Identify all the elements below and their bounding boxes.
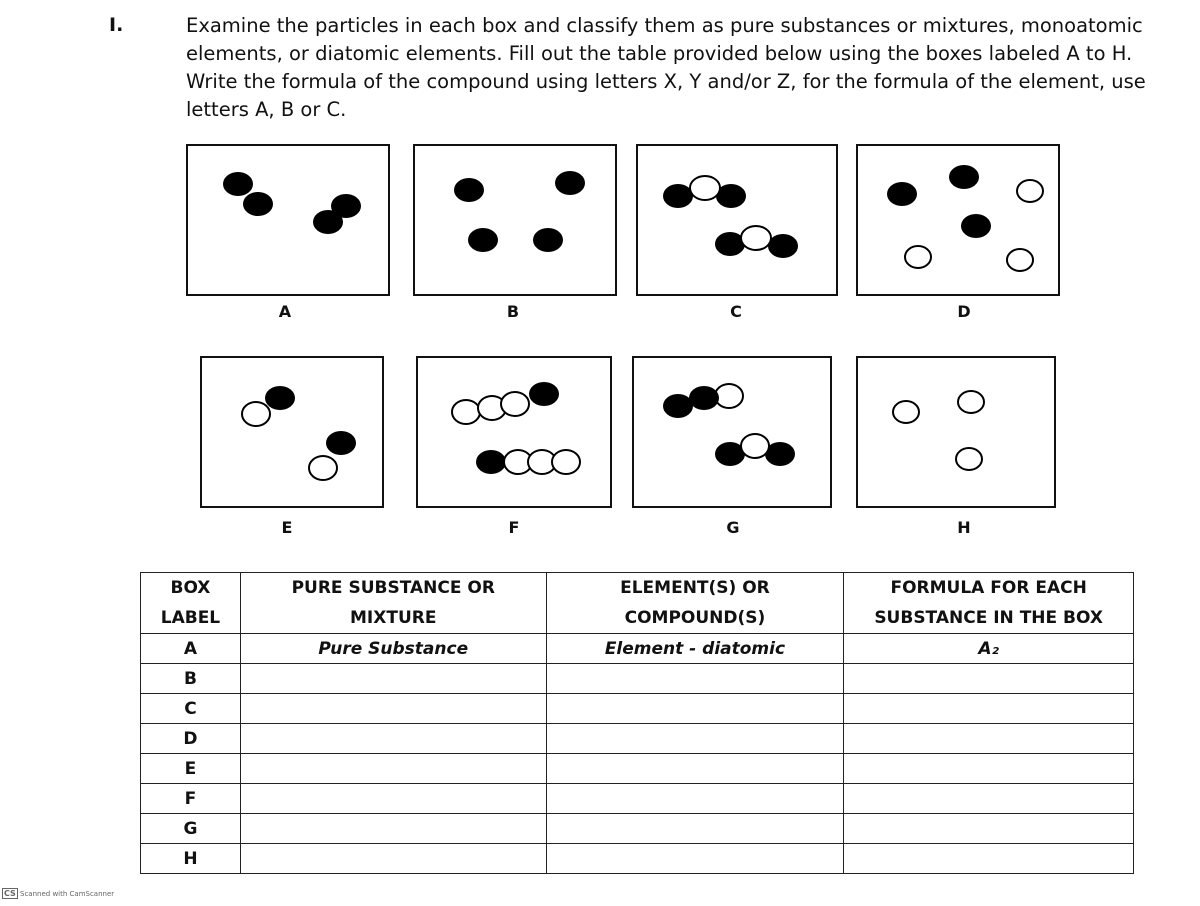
white-particle bbox=[690, 176, 720, 200]
header-formula-line1: FORMULA FOR EACH bbox=[890, 578, 1087, 598]
box-label-g: G bbox=[726, 518, 740, 537]
particle-box-g bbox=[632, 356, 832, 508]
row-element-compound[interactable]: Element - diatomic bbox=[546, 634, 844, 664]
white-particle bbox=[452, 400, 480, 424]
header-formula-line2: SUBSTANCE IN THE BOX bbox=[874, 608, 1103, 628]
row-element-compound[interactable] bbox=[546, 844, 844, 874]
row-substance-type[interactable] bbox=[240, 784, 546, 814]
black-particle bbox=[961, 214, 991, 238]
row-substance-type[interactable] bbox=[240, 844, 546, 874]
row-formula[interactable] bbox=[844, 724, 1134, 754]
row-substance-type[interactable] bbox=[240, 814, 546, 844]
question-number: I. bbox=[109, 14, 124, 36]
row-formula[interactable] bbox=[844, 694, 1134, 724]
white-particle bbox=[956, 448, 982, 470]
particle-box-e bbox=[200, 356, 384, 508]
header-box-label-line1: BOX bbox=[170, 578, 211, 598]
particle-box-f bbox=[416, 356, 612, 508]
row-label: F bbox=[141, 784, 241, 814]
table-row bbox=[141, 844, 1134, 874]
row-label: E bbox=[141, 754, 241, 784]
particle-diagram-d bbox=[858, 146, 1058, 294]
particle-box-c bbox=[636, 144, 838, 296]
white-particle bbox=[552, 450, 580, 474]
camscanner-logo-icon: CS bbox=[4, 889, 16, 898]
header-substance-type bbox=[240, 573, 546, 634]
header-box-label bbox=[141, 573, 241, 634]
black-particle bbox=[887, 182, 917, 206]
black-particle bbox=[533, 228, 563, 252]
table-row bbox=[141, 664, 1134, 694]
white-particle bbox=[958, 391, 984, 413]
row-formula[interactable] bbox=[844, 784, 1134, 814]
black-particle bbox=[529, 382, 559, 406]
particle-diagram-e bbox=[202, 358, 382, 506]
row-element-compound[interactable] bbox=[546, 664, 844, 694]
box-label-b: B bbox=[506, 302, 520, 321]
row-label: H bbox=[141, 844, 241, 874]
black-particle bbox=[663, 394, 693, 418]
row-element-compound[interactable] bbox=[546, 694, 844, 724]
row-formula[interactable] bbox=[844, 814, 1134, 844]
row-element-compound[interactable] bbox=[546, 784, 844, 814]
particle-diagram-c bbox=[638, 146, 836, 294]
particle-box-b bbox=[413, 144, 617, 296]
header-element-compound-line1: ELEMENT(S) OR bbox=[620, 578, 770, 598]
table-header-row bbox=[141, 573, 1134, 634]
row-label: A bbox=[141, 634, 241, 664]
black-particle bbox=[454, 178, 484, 202]
black-particle bbox=[223, 172, 253, 196]
box-label-e: E bbox=[281, 518, 293, 537]
black-particle bbox=[555, 171, 585, 195]
box-label-a: A bbox=[278, 302, 292, 321]
box-label-d: D bbox=[957, 302, 971, 321]
box-label-h: H bbox=[957, 518, 971, 537]
table-row bbox=[141, 814, 1134, 844]
header-box-label-line2: LABEL bbox=[160, 608, 221, 628]
white-particle bbox=[741, 226, 771, 250]
white-particle bbox=[242, 402, 270, 426]
table-row bbox=[141, 784, 1134, 814]
black-particle bbox=[476, 450, 506, 474]
table-row bbox=[141, 634, 1134, 664]
row-label: C bbox=[141, 694, 241, 724]
row-formula[interactable] bbox=[844, 664, 1134, 694]
row-substance-type[interactable] bbox=[240, 724, 546, 754]
white-particle bbox=[905, 246, 931, 268]
particle-box-h bbox=[856, 356, 1056, 508]
scanner-text: Scanned with CamScanner bbox=[20, 890, 115, 898]
particle-diagram-g bbox=[634, 358, 830, 506]
row-formula[interactable] bbox=[844, 844, 1134, 874]
row-element-compound[interactable] bbox=[546, 724, 844, 754]
box-label-f: F bbox=[508, 518, 520, 537]
black-particle bbox=[949, 165, 979, 189]
black-particle bbox=[326, 431, 356, 455]
row-label: B bbox=[141, 664, 241, 694]
header-element-compound bbox=[546, 573, 844, 634]
black-particle bbox=[689, 386, 719, 410]
row-label: D bbox=[141, 724, 241, 754]
particle-diagram-b bbox=[415, 146, 615, 294]
black-particle bbox=[663, 184, 693, 208]
row-formula[interactable]: A₂ bbox=[844, 634, 1134, 664]
row-element-compound[interactable] bbox=[546, 754, 844, 784]
white-particle bbox=[501, 392, 529, 416]
white-particle bbox=[1017, 180, 1043, 202]
answer-table bbox=[140, 572, 1134, 874]
white-particle bbox=[893, 401, 919, 423]
white-particle bbox=[309, 456, 337, 480]
black-particle bbox=[331, 194, 361, 218]
black-particle bbox=[265, 386, 295, 410]
row-substance-type[interactable] bbox=[240, 664, 546, 694]
row-label: G bbox=[141, 814, 241, 844]
particle-diagram-f bbox=[418, 358, 610, 506]
row-formula[interactable] bbox=[844, 754, 1134, 784]
black-particle bbox=[768, 234, 798, 258]
black-particle bbox=[468, 228, 498, 252]
header-element-compound-line2: COMPOUND(S) bbox=[624, 608, 766, 628]
table-row bbox=[141, 694, 1134, 724]
particle-diagram-a bbox=[188, 146, 388, 294]
white-particle bbox=[741, 434, 769, 458]
particle-diagram-h bbox=[858, 358, 1054, 506]
table-row bbox=[141, 724, 1134, 754]
row-substance-type[interactable] bbox=[240, 754, 546, 784]
row-substance-type[interactable] bbox=[240, 694, 546, 724]
white-particle bbox=[1007, 249, 1033, 271]
scanner-watermark bbox=[2, 888, 114, 899]
header-formula bbox=[844, 573, 1134, 634]
row-element-compound[interactable] bbox=[546, 814, 844, 844]
header-substance-type-line2: MIXTURE bbox=[350, 608, 437, 628]
box-label-c: C bbox=[730, 302, 742, 321]
particle-box-d bbox=[856, 144, 1060, 296]
row-substance-type[interactable]: Pure Substance bbox=[240, 634, 546, 664]
question-instructions: Examine the particles in each box and classify them as pure substances or mixtures, monoatomic elements, or diatomic elements. Fill out the table provided below using the boxes labeled A to H. Write the formula of the compound using letters X, Y and/or Z, for the formula of the element, use letters A, B or C. bbox=[186, 14, 1146, 121]
particle-box-a bbox=[186, 144, 390, 296]
table-row bbox=[141, 754, 1134, 784]
white-particle bbox=[715, 384, 743, 408]
header-substance-type-line1: PURE SUBSTANCE OR bbox=[291, 578, 495, 598]
black-particle bbox=[243, 192, 273, 216]
